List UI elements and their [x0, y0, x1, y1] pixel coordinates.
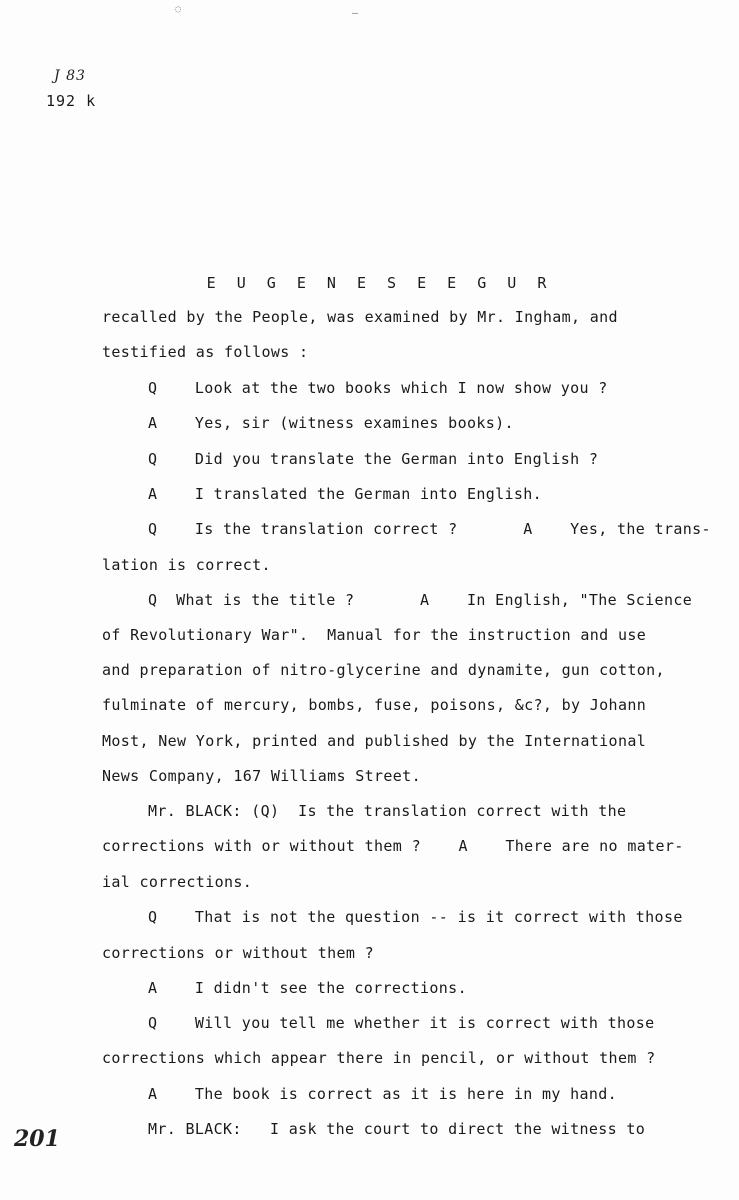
transcript-line: of Revolutionary War". Manual for the instruction and use [102, 626, 647, 644]
transcript-line: News Company, 167 Williams Street. [102, 767, 421, 785]
transcript-line: A Yes, sir (witness examines books). [148, 414, 514, 432]
transcript-line: corrections which appear there in pencil, or without them ? [102, 1049, 656, 1067]
punch-hole-mark: ◌ [175, 4, 182, 15]
transcript-line: and preparation of nitro-glycerine and dynamite, gun cotton, [102, 661, 665, 679]
transcript-line: Q That is not the question -- is it correct with those [148, 908, 683, 926]
transcript-line: Q Did you translate the German into English ? [148, 450, 599, 468]
handwritten-reference: J 83 [54, 68, 86, 84]
transcript-line: Q Is the translation correct ? A Yes, the trans- [148, 520, 711, 538]
transcript-line: fulminate of mercury, bombs, fuse, poisons, &c?, by Johann [102, 696, 647, 714]
transcript-line: lation is correct. [102, 556, 271, 574]
transcript-line: Q What is the title ? A In English, "The Science [148, 591, 693, 609]
transcript-line: ial corrections. [102, 873, 253, 891]
witness-heading: E U G E N E S E E G U R [206, 274, 553, 292]
transcript-line: A I translated the German into English. [148, 485, 542, 503]
transcript-line: corrections with or without them ? A There are no mater- [102, 837, 684, 855]
transcript-line: A I didn't see the corrections. [148, 979, 467, 997]
transcript-line: recalled by the People, was examined by Mr. Ingham, and [102, 308, 618, 326]
transcript-line: Q Will you tell me whether it is correct with those [148, 1014, 655, 1032]
transcript-line: Most, New York, printed and published by the International [102, 732, 647, 750]
punch-hole-mark: — [352, 8, 359, 19]
transcript-line: corrections or without them ? [102, 944, 375, 962]
handwritten-folio-number: 201 [14, 1126, 60, 1152]
transcript-line: A The book is correct as it is here in my hand. [148, 1085, 618, 1103]
transcript-line: testified as follows : [102, 343, 309, 361]
transcript-line: Mr. BLACK: I ask the court to direct the witness to [148, 1120, 646, 1138]
transcript-line: Mr. BLACK: (Q) Is the translation correct with the [148, 802, 627, 820]
transcript-line: Q Look at the two books which I now show you ? [148, 379, 608, 397]
typed-page-reference: 192 k [46, 92, 97, 110]
